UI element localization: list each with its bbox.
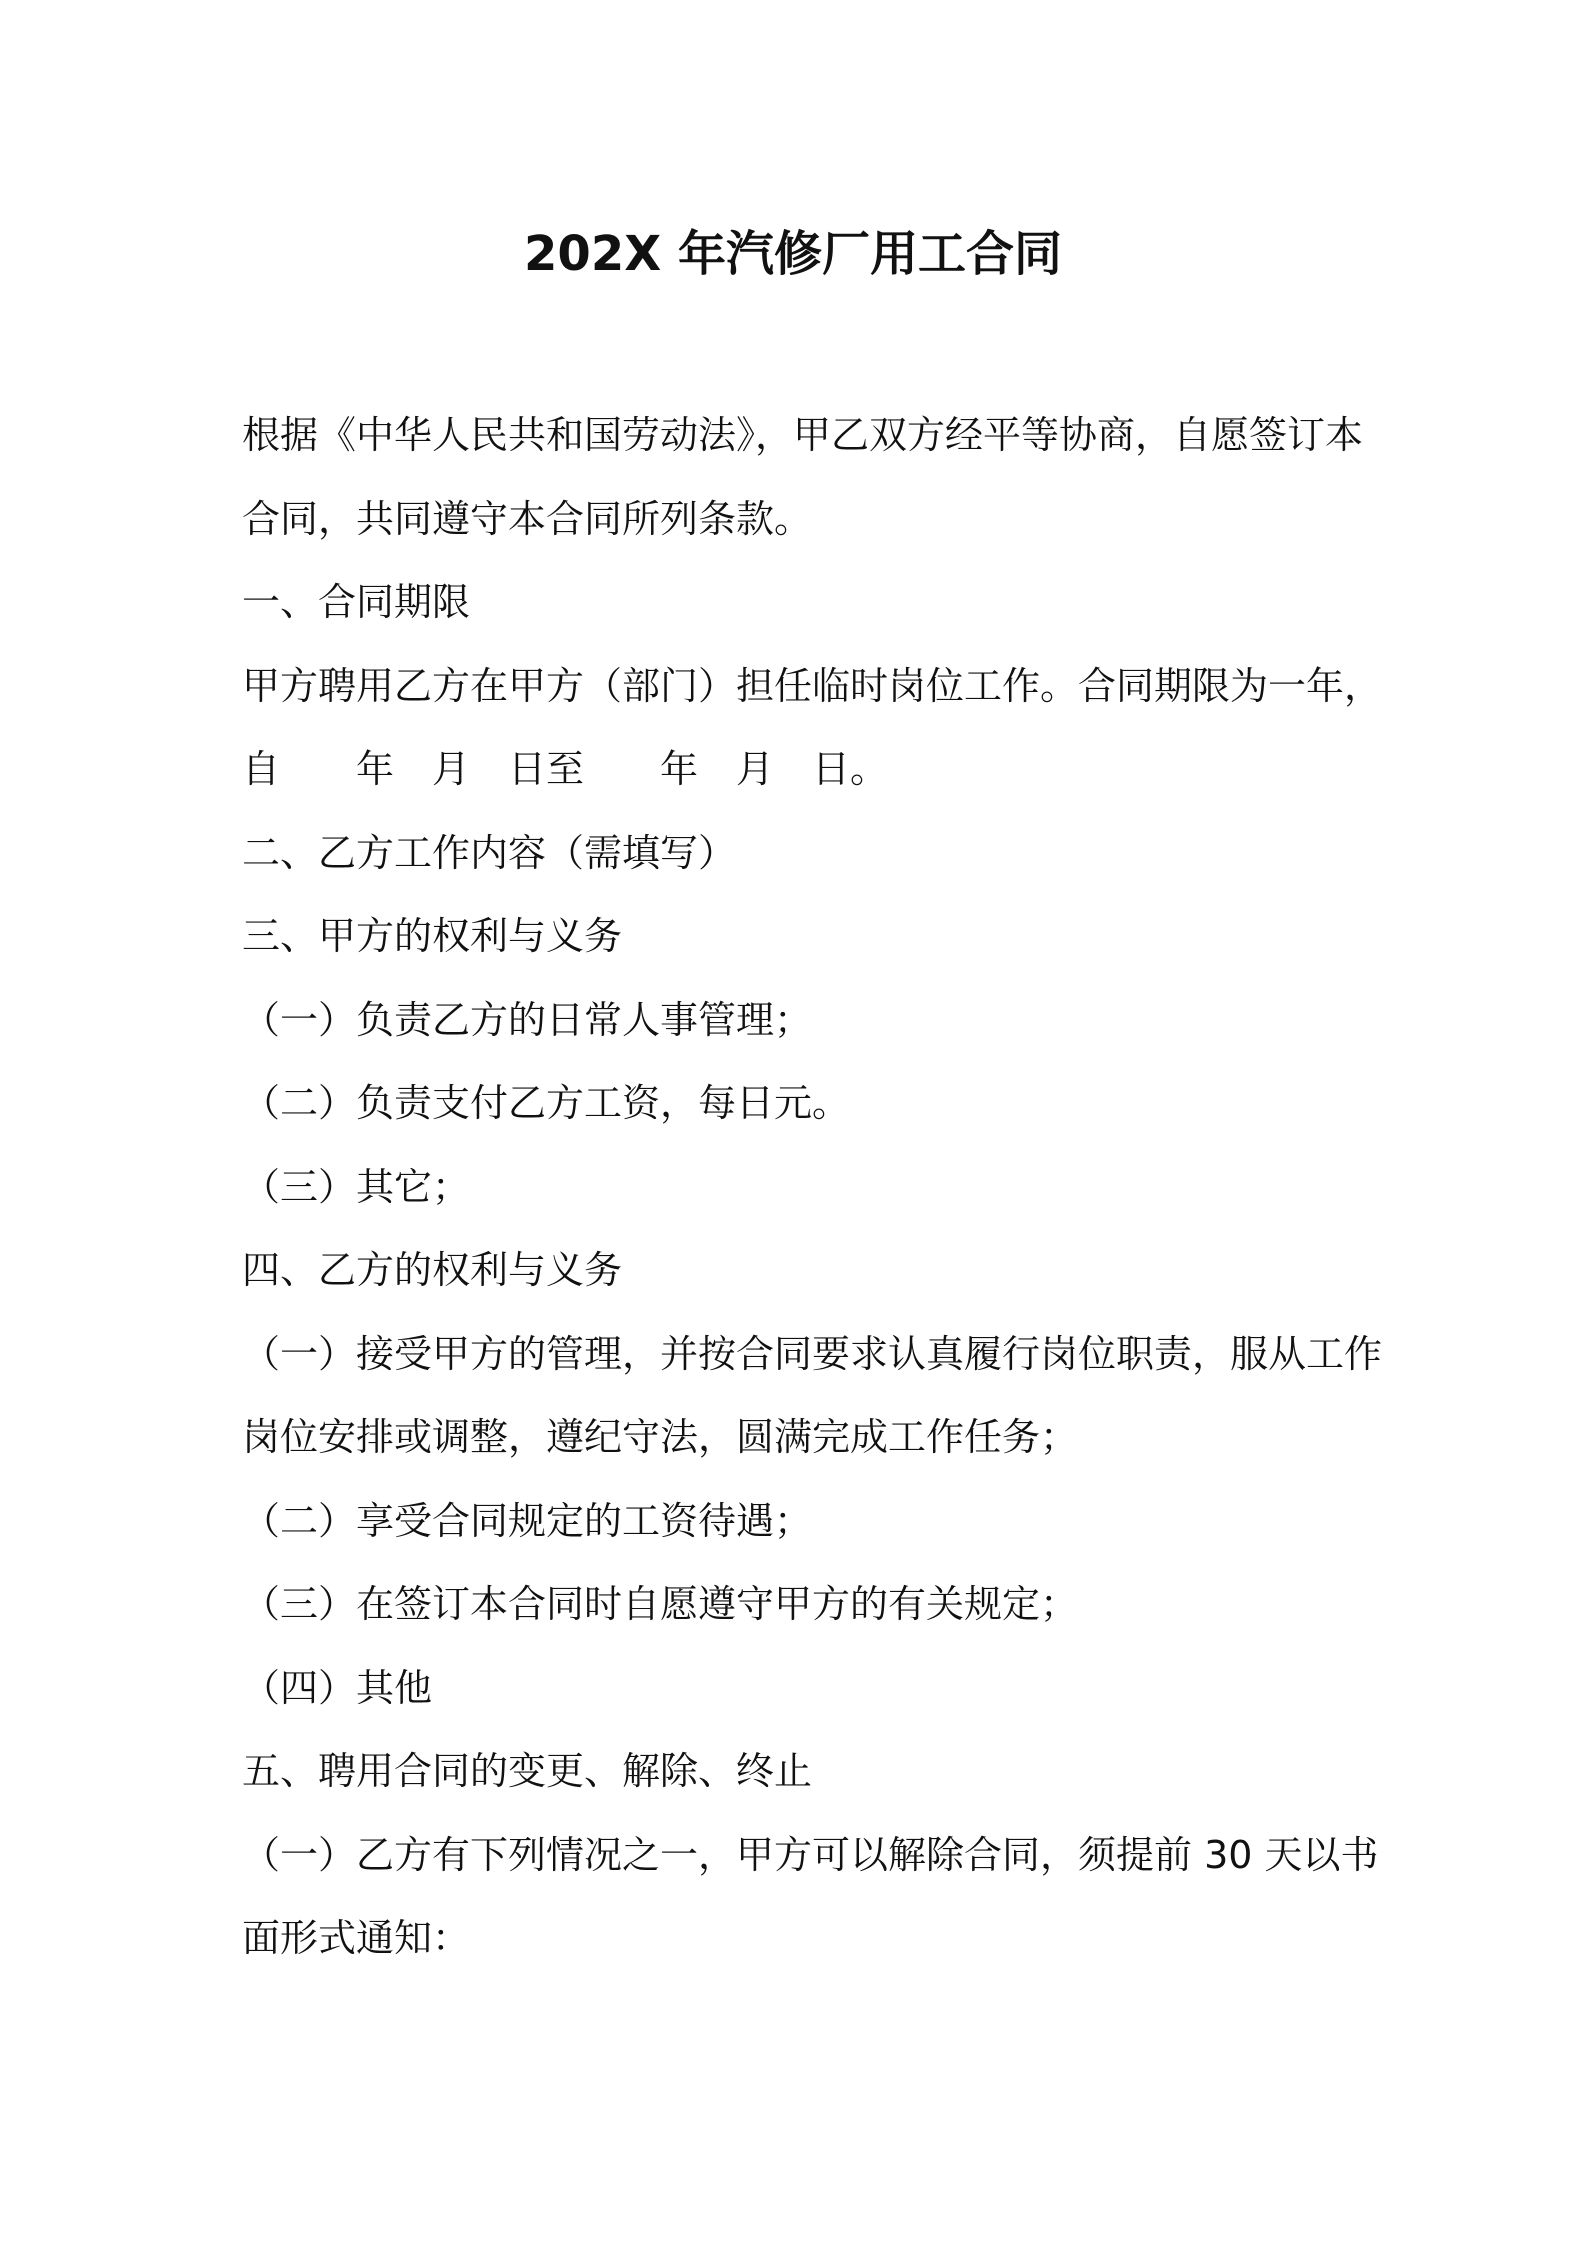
section-heading-contract-term: 一、合同期限	[242, 580, 471, 624]
clause-line-party-b-4: （四）其他	[242, 1665, 433, 1710]
clause-line-party-b-1a: （一）接受甲方的管理，并按合同要求认真履行岗位职责，服从工作	[242, 1331, 1383, 1376]
paragraph-line-term-2: 自 年 月 日至 年 月 日。	[242, 747, 889, 791]
clause-line-party-b-1b: 岗位安排或调整，遵纪守法，圆满完成工作任务；	[242, 1415, 1079, 1459]
document-body	[242, 405, 1383, 1992]
clause-line-termination-1a: （一）乙方有下列情况之一，甲方可以解除合同，须提前 30 天以书	[242, 1832, 1379, 1877]
clause-line-termination-1b: 面形式通知：	[242, 1916, 471, 1960]
section-heading-contract-change: 五、聘用合同的变更、解除、终止	[242, 1749, 813, 1793]
paragraph-line-intro-1: 根据《中华人民共和国劳动法》，甲乙双方经平等协商，自愿签订本	[242, 413, 1364, 457]
clause-line-party-a-2: （二）负责支付乙方工资，每日元。	[242, 1081, 851, 1125]
clause-line-party-b-3: （三）在签订本合同时自愿遵守甲方的有关规定；	[242, 1582, 1079, 1626]
section-heading-party-a-rights: 三、甲方的权利与义务	[242, 914, 623, 958]
clause-line-party-a-1: （一）负责乙方的日常人事管理；	[242, 997, 813, 1042]
paragraph-line-intro-2: 合同，共同遵守本合同所列条款。	[242, 496, 813, 541]
clause-line-party-a-3: （三）其它；	[242, 1164, 471, 1209]
section-heading-work-content: 二、乙方工作内容（需填写）	[242, 830, 737, 875]
paragraph-line-term-1: 甲方聘用乙方在甲方（部门）担任临时岗位工作。合同期限为一年，	[242, 663, 1383, 708]
document-title: 202X 年汽修厂用工合同	[524, 226, 1062, 282]
clause-line-party-b-2: （二）享受合同规定的工资待遇；	[242, 1498, 813, 1543]
section-heading-party-b-rights: 四、乙方的权利与义务	[242, 1248, 623, 1292]
